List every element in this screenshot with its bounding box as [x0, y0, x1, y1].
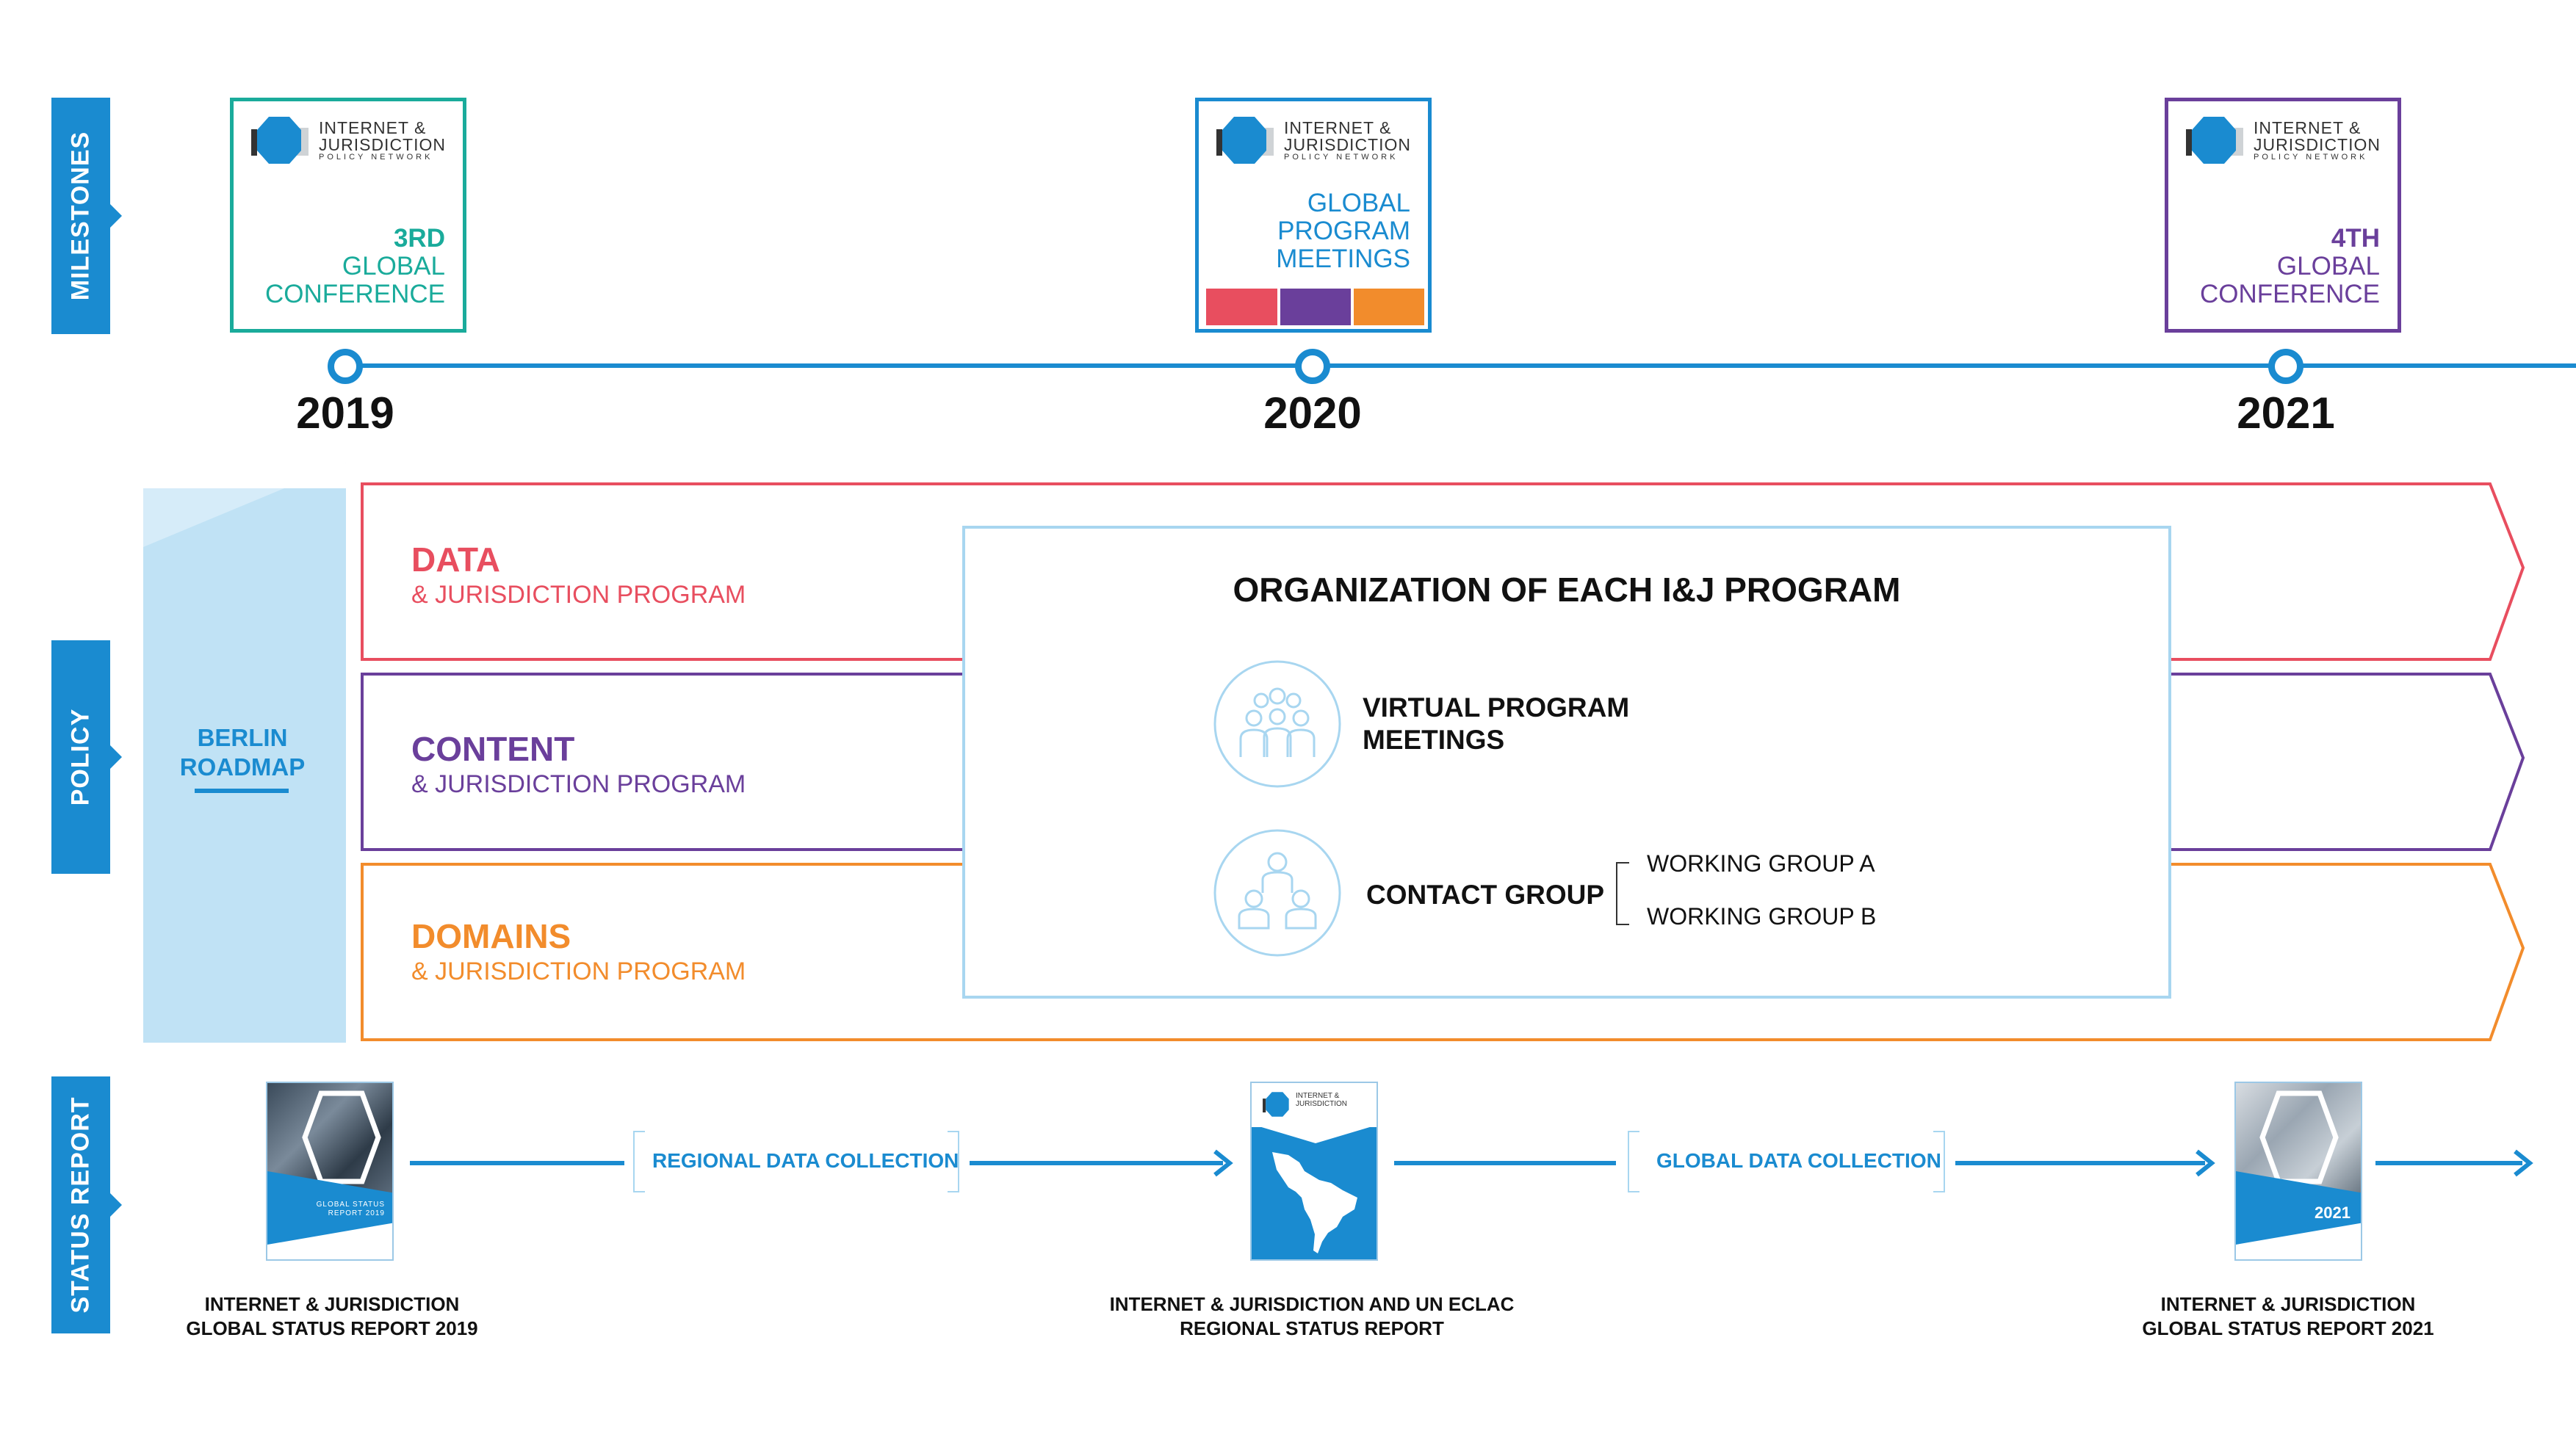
arrow-line-4 — [1955, 1161, 2205, 1165]
organization-title: ORGANIZATION OF EACH I&J PROGRAM — [1233, 571, 1901, 609]
ij-logo-text — [319, 117, 446, 162]
ij-logo — [2184, 115, 2381, 166]
program-title: DATA — [411, 540, 500, 579]
logo-line2: JURISDICTION — [319, 134, 446, 154]
milestone-title-line: GLOBAL — [2276, 252, 2380, 280]
milestones-tab — [51, 98, 110, 334]
logo-line1: INTERNET & — [1296, 1092, 1340, 1100]
report-cover-line: GLOBAL STATUS — [316, 1201, 385, 1209]
report-label-2021 — [2142, 1292, 2434, 1341]
logo-line2: JURISDICTION — [2254, 134, 2381, 154]
report-label-regional — [1110, 1292, 1515, 1341]
berlin-underline — [195, 789, 289, 793]
report-cover-chevron — [1252, 1124, 1378, 1146]
logo-line1: INTERNET & — [1284, 117, 1392, 137]
program-subtitle: & JURISDICTION PROGRAM — [411, 958, 746, 985]
ij-logo — [1215, 115, 1411, 166]
arrow-line-1 — [410, 1161, 624, 1165]
working-group-b: WORKING GROUP B — [1647, 903, 1877, 930]
program-label-data — [411, 540, 746, 609]
latin-america-map-icon — [1266, 1146, 1369, 1256]
report-cover-2021 — [2234, 1082, 2362, 1261]
logo-line2: JURISDICTION — [1284, 134, 1411, 154]
logo-line3: POLICY NETWORK — [2254, 152, 2368, 162]
milestone-title-line: PROGRAM — [1277, 217, 1410, 245]
logo-line1: INTERNET & — [319, 117, 427, 137]
berlin-line1: BERLIN — [197, 724, 288, 751]
working-group-a: WORKING GROUP A — [1647, 850, 1875, 877]
contact-group-icon — [1211, 827, 1343, 959]
small-ij-logo-text — [1296, 1092, 1347, 1108]
program-title: CONTENT — [411, 730, 575, 768]
arrow-head-icon — [1212, 1148, 1234, 1178]
organization-box — [962, 526, 2171, 999]
year-2019: 2019 — [296, 388, 394, 438]
report-cover-line: REPORT 2019 — [328, 1209, 385, 1217]
virtual-meetings-icon — [1211, 658, 1343, 790]
arrow-line-5 — [2375, 1161, 2522, 1165]
program-subtitle: & JURISDICTION PROGRAM — [411, 770, 746, 798]
milestone-title-line: GLOBAL — [1307, 189, 1410, 217]
milestone-title-line: GLOBAL — [342, 252, 445, 280]
timeline-node-2020 — [1295, 349, 1330, 384]
report-label-line: GLOBAL STATUS REPORT 2021 — [2142, 1317, 2434, 1339]
small-ij-logo-icon — [1262, 1090, 1294, 1118]
global-data-collection: GLOBAL DATA COLLECTION — [1656, 1149, 1941, 1172]
milestone-title-line: MEETINGS — [1276, 245, 1410, 273]
timeline-node-2021 — [2268, 349, 2303, 384]
report-cover-regional — [1250, 1082, 1378, 1261]
contact-group-label: CONTACT GROUP — [1366, 880, 1605, 910]
berlin-roadmap-label — [158, 723, 327, 782]
arrow-head-icon — [2512, 1148, 2534, 1178]
milestone-card-2020 — [1195, 98, 1432, 333]
virtual-line1: VIRTUAL PROGRAM — [1363, 692, 1630, 723]
report-label-2019 — [186, 1292, 477, 1341]
status-report-tab — [51, 1076, 110, 1333]
milestone-title-2021 — [2200, 225, 2380, 308]
milestone-card-2021 — [2165, 98, 2401, 333]
year-2020: 2020 — [1263, 388, 1362, 438]
ij-logo-text — [2254, 117, 2381, 162]
program-label-content — [411, 729, 746, 799]
milestone-card-2019 — [230, 98, 466, 333]
report-label-line: REGIONAL STATUS REPORT — [1180, 1317, 1444, 1339]
milestone-title-line: CONFERENCE — [2199, 280, 2380, 308]
year-2021: 2021 — [2237, 388, 2335, 438]
logo-line3: POLICY NETWORK — [1284, 152, 1399, 162]
working-group-bracket — [1616, 862, 1629, 925]
logo-line2: JURISDICTION — [1296, 1100, 1347, 1108]
milestone-title-line: 4TH — [2331, 224, 2380, 253]
ij-logo-icon — [1215, 115, 1277, 166]
report-label-line: GLOBAL STATUS REPORT 2019 — [186, 1317, 478, 1339]
arrow-line-2 — [970, 1161, 1223, 1165]
ij-logo-icon — [2184, 115, 2246, 166]
timeline-line — [345, 363, 2576, 368]
milestone-title-2019 — [265, 225, 445, 308]
timeline-node-2019 — [328, 349, 363, 384]
program-label-domains — [411, 916, 746, 986]
virtual-meetings-label — [1363, 692, 1629, 756]
virtual-line2: MEETINGS — [1363, 725, 1505, 755]
meeting-stripe-purple — [1280, 289, 1351, 325]
policy-tab — [51, 640, 110, 874]
milestone-title-line: 3RD — [393, 224, 445, 253]
status-report-tab-label: STATUS REPORT — [66, 1096, 95, 1314]
report-cover-2019 — [266, 1082, 394, 1261]
berlin-line2: ROADMAP — [179, 753, 306, 781]
milestone-title-line: CONFERENCE — [264, 280, 445, 308]
report-label-line: INTERNET & JURISDICTION AND UN ECLAC — [1109, 1293, 1515, 1315]
program-title: DOMAINS — [411, 917, 571, 955]
meeting-stripe-red — [1206, 289, 1277, 325]
report-cover-year: 2021 — [2315, 1203, 2350, 1222]
logo-line3: POLICY NETWORK — [319, 152, 433, 162]
ij-logo-icon — [250, 115, 311, 166]
report-label-line: INTERNET & JURISDICTION — [204, 1293, 460, 1315]
ij-logo-text — [1284, 117, 1411, 162]
arrow-line-3 — [1394, 1161, 1616, 1165]
ij-logo — [250, 115, 446, 166]
report-label-line: INTERNET & JURISDICTION — [2160, 1293, 2416, 1315]
meeting-stripe-orange — [1354, 289, 1424, 325]
policy-tab-label: POLICY — [66, 708, 95, 806]
program-subtitle: & JURISDICTION PROGRAM — [411, 581, 746, 609]
arrow-head-icon — [2194, 1148, 2216, 1178]
report-cover-title — [317, 1201, 385, 1218]
milestone-title-2020 — [1276, 189, 1410, 273]
logo-line1: INTERNET & — [2254, 117, 2362, 137]
milestones-tab-label: MILESTONES — [66, 131, 95, 301]
regional-data-collection: REGIONAL DATA COLLECTION — [652, 1149, 959, 1172]
